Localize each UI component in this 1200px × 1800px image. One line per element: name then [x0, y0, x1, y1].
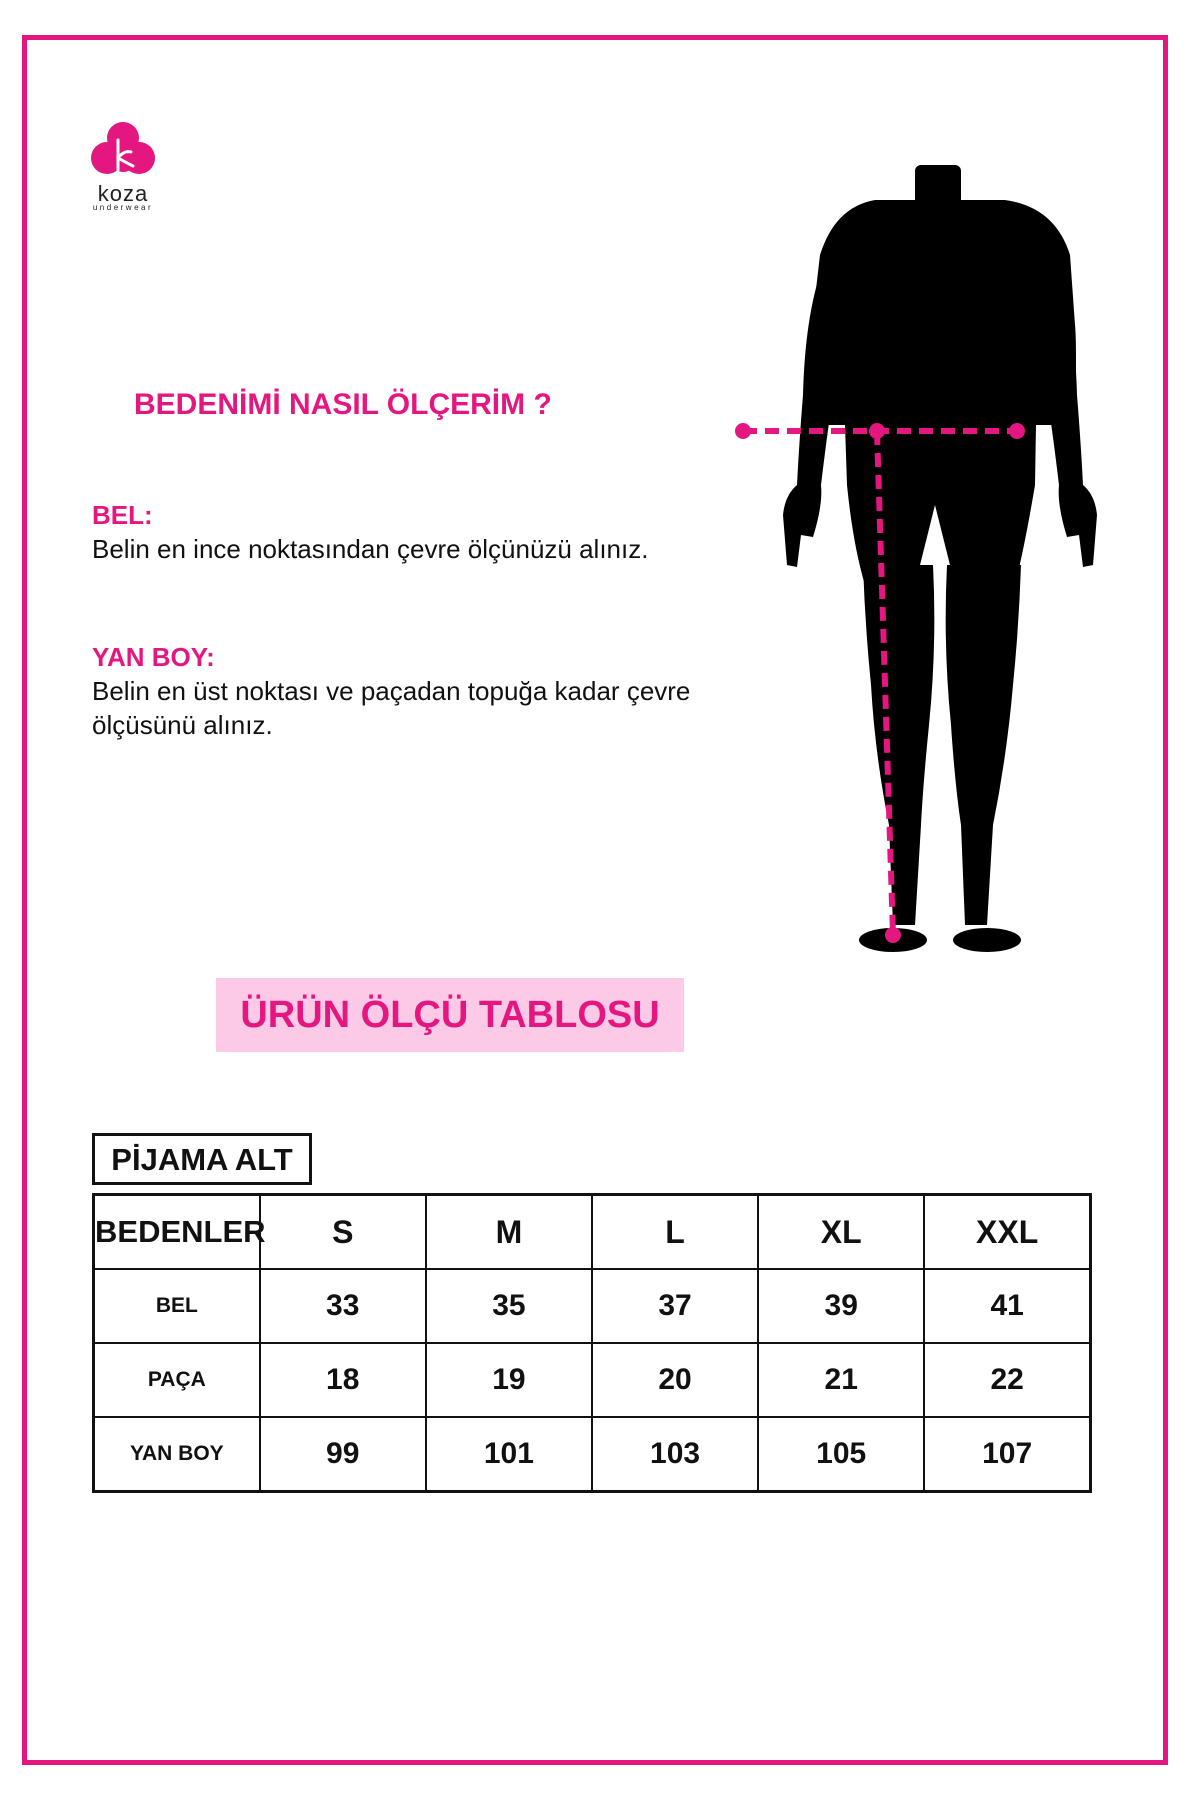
- table-cell: 99: [260, 1417, 426, 1492]
- header-cell: XL: [758, 1195, 924, 1270]
- header-cell: XXL: [924, 1195, 1090, 1270]
- table-cell: 35: [426, 1269, 592, 1343]
- header-cell: L: [592, 1195, 758, 1270]
- waist-center-dot: [869, 423, 885, 439]
- table-cell: 103: [592, 1417, 758, 1492]
- table-cell: 20: [592, 1343, 758, 1417]
- row-label: YAN BOY: [94, 1417, 260, 1492]
- body-measurement-figure: [725, 165, 1125, 965]
- table-cell: 18: [260, 1343, 426, 1417]
- brand-name: koza: [97, 181, 149, 206]
- table-cell: 19: [426, 1343, 592, 1417]
- yan-boy-text: Belin en üst noktası ve paçadan topuğa kadar çevre ölçüsünü alınız.: [92, 676, 691, 740]
- header-cell: S: [260, 1195, 426, 1270]
- table-cell: 107: [924, 1417, 1090, 1492]
- header-cell: BEDENLER: [94, 1195, 260, 1270]
- table-cell: 39: [758, 1269, 924, 1343]
- heel-dot: [885, 927, 901, 943]
- brand-logo: [88, 120, 158, 212]
- page-heading: BEDENİMİ NASIL ÖLÇERİM ?: [134, 388, 552, 421]
- header-cell: M: [426, 1195, 592, 1270]
- waist-left-dot: [735, 423, 751, 439]
- bel-text: Belin en ince noktasından çevre ölçünüzü alınız.: [92, 534, 649, 564]
- table-cell: 37: [592, 1269, 758, 1343]
- flower-logo-icon: [91, 120, 155, 182]
- table-cell: 105: [758, 1417, 924, 1492]
- row-label: PAÇA: [94, 1343, 260, 1417]
- size-table-banner: ÜRÜN ÖLÇÜ TABLOSU: [216, 978, 684, 1052]
- table-title: PİJAMA ALT: [92, 1133, 312, 1185]
- yan-boy-instruction: [92, 640, 742, 742]
- table-cell: 22: [924, 1343, 1090, 1417]
- table-row: [94, 1269, 1091, 1343]
- bel-instruction: [92, 498, 742, 566]
- table-cell: 21: [758, 1343, 924, 1417]
- size-table: [92, 1193, 1092, 1493]
- table-cell: 33: [260, 1269, 426, 1343]
- brand-sub: underwear: [92, 203, 154, 212]
- row-label: BEL: [94, 1269, 260, 1343]
- bel-label: BEL:: [92, 500, 153, 530]
- yan-boy-label: YAN BOY:: [92, 642, 215, 672]
- body-silhouette: [783, 165, 1097, 952]
- table-cell: 41: [924, 1269, 1090, 1343]
- waist-right-dot: [1009, 423, 1025, 439]
- table-row: [94, 1343, 1091, 1417]
- table-row: [94, 1417, 1091, 1492]
- table-cell: 101: [426, 1417, 592, 1492]
- table-header-row: [94, 1195, 1091, 1270]
